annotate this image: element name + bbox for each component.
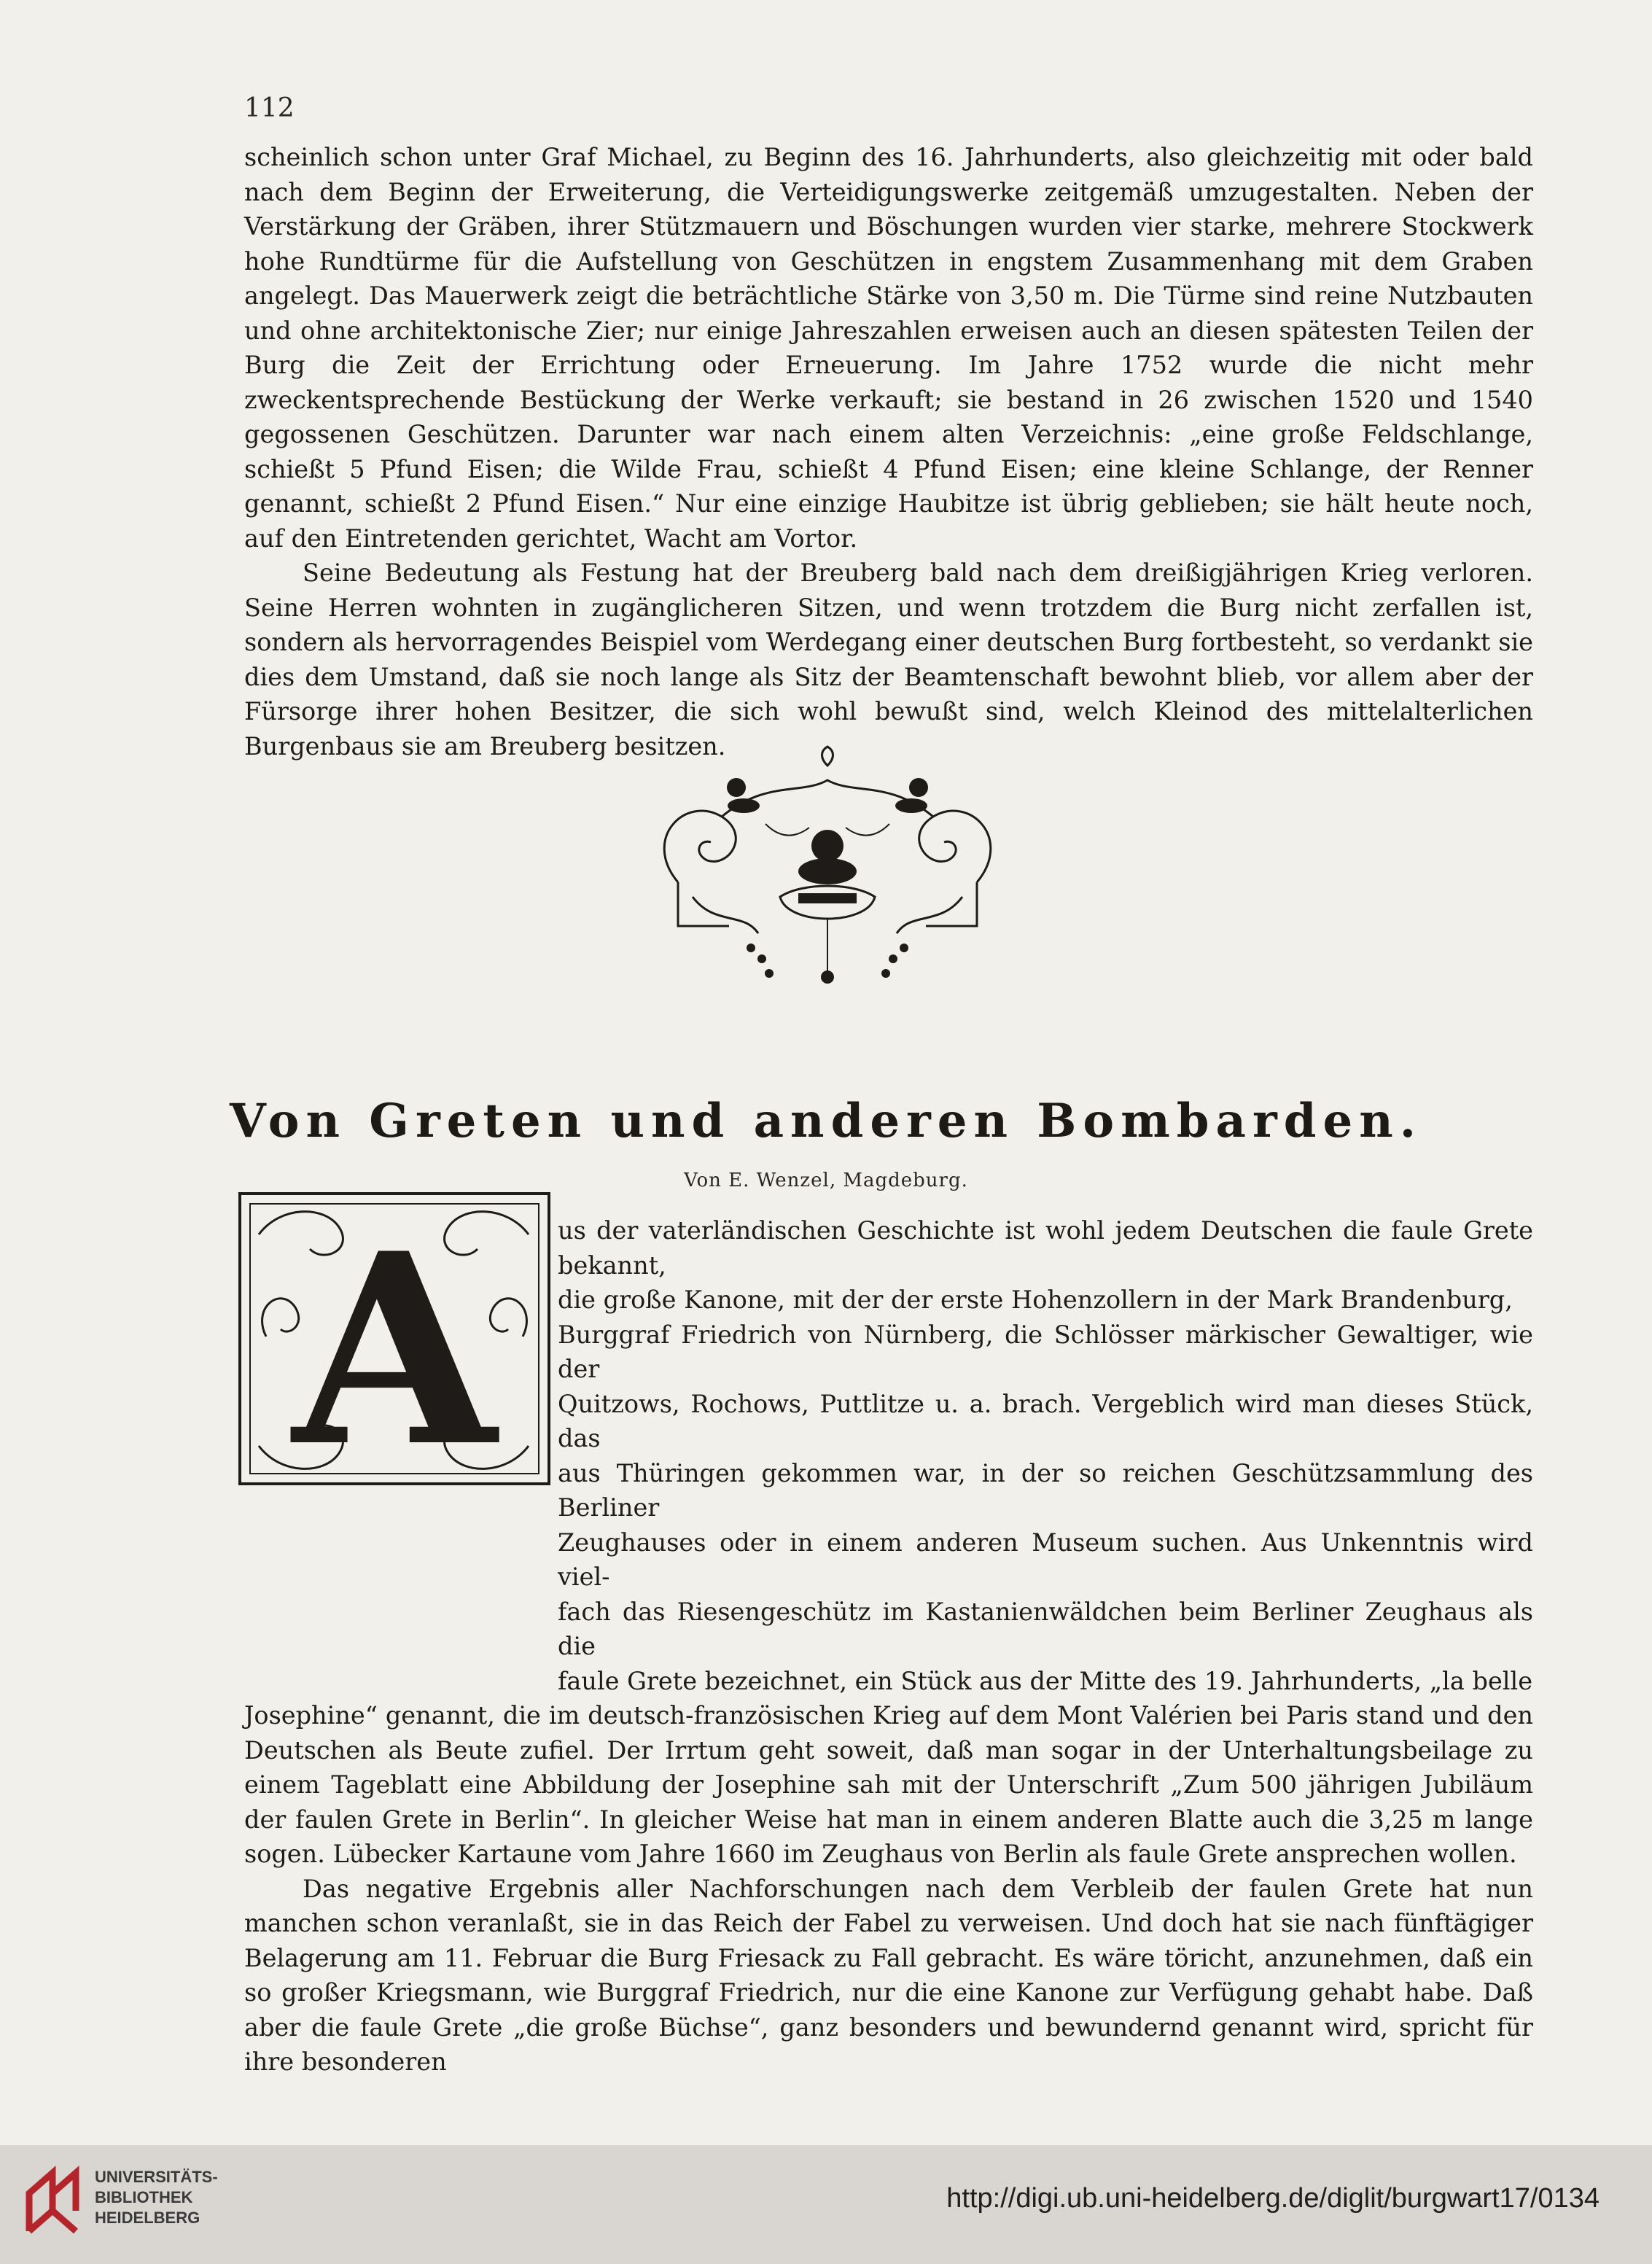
wrapped-line: Burggraf Friedrich von Nürnberg, die Schlösser märkischer Gewaltiger, wie der: [558, 1320, 1533, 1383]
paragraph: scheinlich schon unter Graf Michael, zu Beginn des 16. Jahrhunderts, also gleichzeitig mit oder bald nach dem Beginn der Erweiterung, die Verteidigungswerke zeitgemäß umzugestalten. Neben der Verstärkung der Gräben, ihrer Stützmauern und Böschungen wurden vier starke, mehrere Stockwerk hohe Rundtürme für die Aufstellung von Geschützen in engstem Zusammenhang mit dem Graben angelegt. Das Mauerwerk zeigt die beträchtliche Stärke von 3,50 m. Die Türme sind reine Nutzbauten und ohne architektonische Zier; nur einige Jahreszahlen erweisen auch an diesen spätesten Teilen der Burg die Zeit der Errichtung oder Erneuerung. Im Jahre 1752 wurde die nicht mehr zweckentsprechende Bestückung der Werke verkauft; sie bestand in 26 zwischen 1520 und 1540 gegossenen Geschützen. Darunter war nach einem alten Verzeichnis: „eine große Feldschlange, schießt 5 Pfund Eisen; die Wilde Frau, schießt 4 Pfund Eisen; eine kleine Schlange, der Renner genannt, schießt 2 Pfund Eisen.“ Nur eine einzige Haubitze ist übrig geblieben; sie hält heute noch, auf den Eintretenden gerichtet, Wacht am Vortor.: [244, 143, 1533, 553]
library-name: [95, 2167, 218, 2228]
paragraph: Seine Bedeutung als Festung hat der Breuberg bald nach dem dreißigjährigen Krieg verloren. Seine Herren wohnten in zugänglicheren Sitzen, und wenn trotzdem die Burg nicht zerfallen ist, sondern als hervorragendes Beispiel vom Werdegang einer deutschen Burg fortbesteht, so verdankt sie dies dem Umstand, daß sie noch lange als Sitz der Beamtenschaft bewohnt blieb, vor allem aber der Fürsorge ihrer hohen Besitzer, die sich wohl bewußt sind, welch Kleinod des mittelalterlichen Burgenbaus sie am Breuberg besitzen.: [244, 559, 1533, 760]
wrapped-line: faule Grete bezeichnet, ein Stück aus der Mitte des 19. Jahrhunderts, „la belle: [558, 1666, 1533, 1695]
viewer-footer: [0, 2145, 1652, 2264]
page-number: 112: [244, 93, 295, 123]
library-name-line: HEIDELBERG: [95, 2209, 200, 2227]
paragraph: Josephine“ genannt, die im deutsch-französischen Krieg auf dem Mont Valérien bei Paris stand und den Deutschen als Beute zufiel. Der Irrtum geht soweit, daß man sogar in der Unterhaltungsbeilage zu einem Tageblatt eine Abbildung der Josephine sah mit der Unterschrift „Zum 500 jährigen Jubiläum der faulen Grete in Berlin“. In gleicher Weise hat man in einem anderen Blatte auch die 3,25 m lange sogen. Lübecker Kartaune vom Jahre 1660 im Zeughaus von Berlin als faule Grete ansprechen wollen.: [244, 1701, 1533, 1868]
wrapped-line: us der vaterländischen Geschichte ist wohl jedem Deutschen die faule Grete bekannt,: [558, 1216, 1533, 1280]
university-library-logo-icon: [16, 2164, 96, 2244]
article-title: Von Greten und anderen Bombarden.: [230, 1094, 1422, 1148]
wrapped-line: die große Kanone, mit der der erste Hohenzollern in der Mark Brandenburg,: [558, 1285, 1513, 1314]
wrapped-line: Quitzows, Rochows, Puttlitze u. a. brach. Vergeblich wird man dieses Stück, das: [558, 1389, 1533, 1452]
library-name-line: BIBLIOTHEK: [95, 2188, 193, 2206]
paragraph: Das negative Ergebnis aller Nachforschungen nach dem Verbleib der faulen Grete hat nun manchen schon veranlaßt, sie in das Reich der Fabel zu verweisen. Und doch hat sie nach fünftägiger Belagerung am 11. Februar die Burg Friesack zu Fall gebracht. Es wäre töricht, anzunehmen, daß ein so großer Kriegsmann, wie Burggraf Friedrich, nur die eine Kanone zur Verfügung gehabt habe. Daß aber die faule Grete „die große Büchse“, ganz besonders und bewundernd genannt wird, spricht für ihre besonderen: [244, 1874, 1533, 2076]
library-name-line: UNIVERSITÄTS-: [95, 2168, 218, 2186]
wrapped-line: Zeughauses oder in einem anderen Museum suchen. Aus Unkenntnis wird viel-: [558, 1528, 1533, 1591]
wrapped-line: fach das Riesengeschütz im Kastanienwäldchen beim Berliner Zeughaus als die: [558, 1597, 1533, 1660]
text-block-top: [244, 140, 1533, 763]
text-block-article: [244, 1213, 1533, 2080]
initial-glyph: A: [292, 1196, 496, 1487]
wrapped-line: aus Thüringen gekommen war, in der so reichen Geschützsammlung des Berliner: [558, 1458, 1533, 1522]
source-url-link[interactable]: http://digi.ub.uni-heidelberg.de/diglit/burgwart17/0134: [946, 2183, 1600, 2214]
decorative-vignette: [634, 736, 1021, 999]
article-byline: Von E. Wenzel, Magdeburg.: [684, 1170, 968, 1191]
